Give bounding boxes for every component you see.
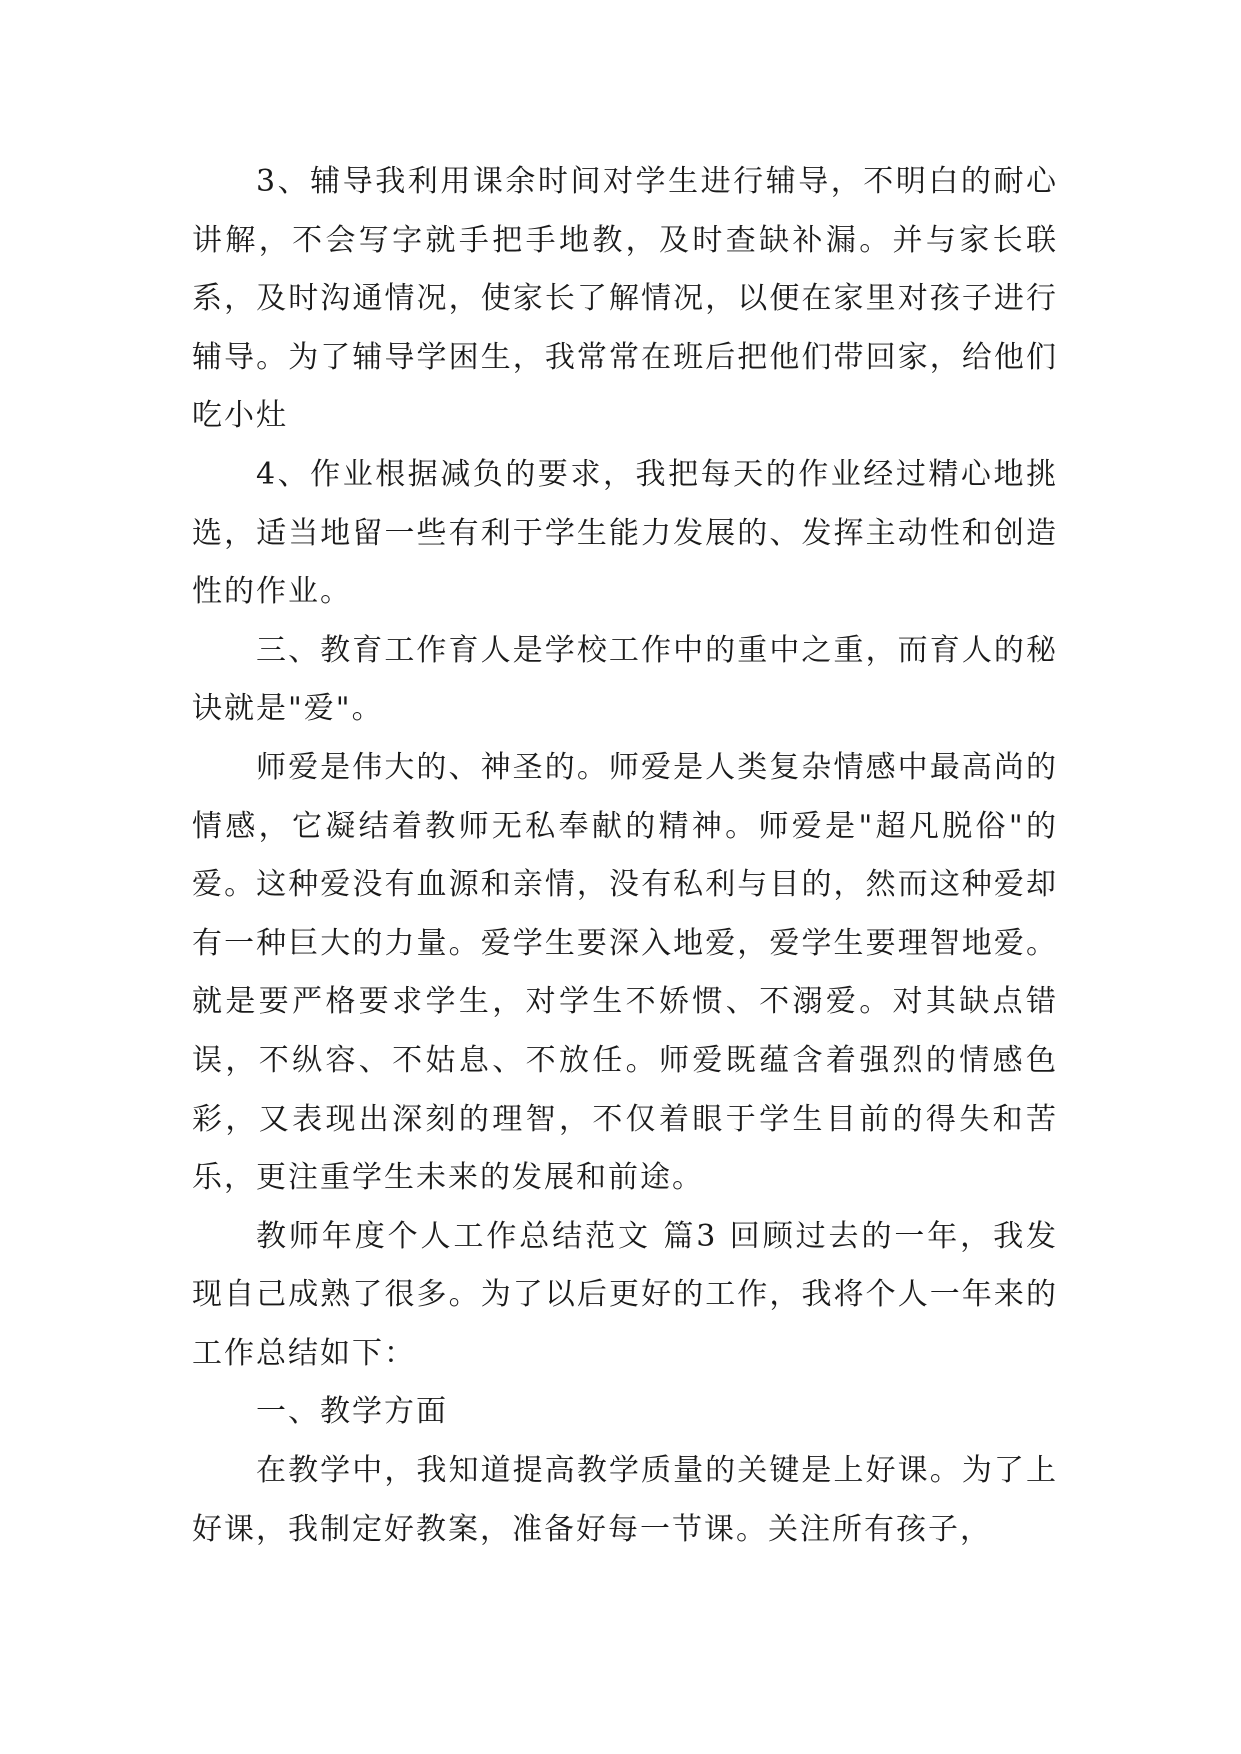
paragraph-teacher-love: 师爱是伟大的、神圣的。师爱是人类复杂情感中最高尚的情感，它凝结着教师无私奉献的精神。师爱是"超凡脱俗"的爱。这种爱没有血源和亲情，没有私利与目的，然而这种爱却有一种巨大的力量。爱学生要深入地爱，爱学生要理智地爱。就是要严格要求学生，对学生不娇惯、不溺爱。对其缺点错误，不纵容、不姑息、不放任。师爱既蕴含着强烈的情感色彩，又表现出深刻的理智，不仅着眼于学生目前的得失和苦乐，更注重学生未来的发展和前途。 [192,749,1058,1196]
document-body [192,153,1058,1559]
paragraph-teaching: 在教学中，我知道提高教学质量的关键是上好课。为了上好课，我制定好教案，准备好每一节课。关注所有孩子， [192,1453,1058,1547]
paragraph-homework: 4、作业根据减负的要求，我把每天的作业经过精心地挑选，适当地留一些有利于学生能力发展的、发挥主动性和创造性的作业。 [192,456,1058,610]
paragraph-teaching-heading: 一、教学方面 [256,1394,448,1430]
paragraph-summary-intro: 教师年度个人工作总结范文 篇3 回顾过去的一年，我发现自己成熟了很多。为了以后更好的工作，我将个人一年来的工作总结如下： [192,1218,1058,1371]
paragraph-tutoring: 3、辅导我利用课余时间对学生进行辅导，不明白的耐心讲解，不会写字就手把手地教，及时查缺补漏。并与家长联系，及时沟通情况，使家长了解情况，以便在家里对孩子进行辅导。为了辅导学困生，我常常在班后把他们带回家，给他们吃小灶 [192,164,1058,434]
paragraph-education-heading: 三、教育工作育人是学校工作中的重中之重，而育人的秘诀就是"爱"。 [192,632,1058,727]
